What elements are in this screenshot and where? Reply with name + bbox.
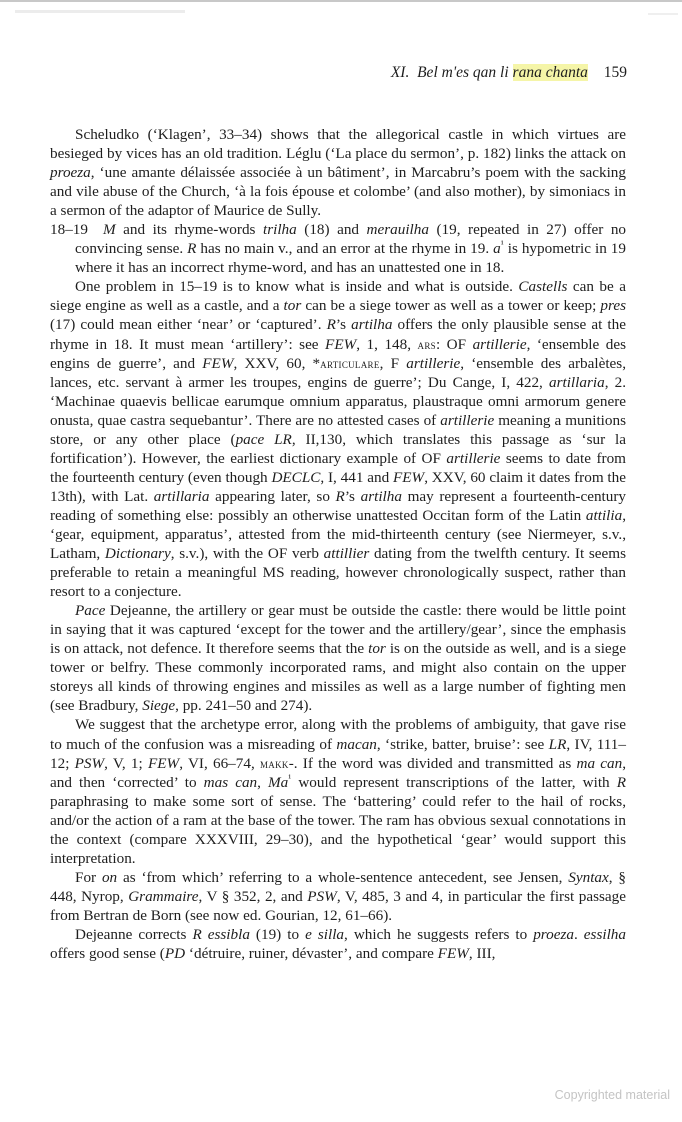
previous-page-remnant — [15, 10, 185, 13]
italic-term: M — [103, 221, 116, 239]
text-run: offers the only plausible sense at the rhyme in 18. It must mean ‘artillery’: see — [50, 316, 626, 353]
italic-term: artillerie — [406, 354, 461, 372]
text-run: , IV, 111–12; — [50, 735, 626, 772]
italic-term: Castells — [518, 278, 568, 296]
small-caps-term: ars — [417, 336, 436, 352]
text-run: , VI, 66–74, — [179, 754, 260, 772]
text-run: offers good sense ( — [50, 945, 165, 963]
italic-term: tor — [368, 640, 386, 658]
text-run: (19) to — [249, 925, 306, 943]
text-run: can be a siege tower as well as a tower or keep; — [301, 297, 601, 315]
text-run: -. If the word was divided and transmitted as — [288, 754, 577, 772]
paragraph — [50, 925, 626, 963]
text-run: , — [257, 773, 269, 791]
italic-term: R — [187, 240, 197, 258]
italic-term: merauilha — [366, 221, 429, 239]
text-run: , I, 441 and — [320, 468, 393, 486]
text-run: , ‘gear, equipment, apparatus’, attested from the mid-thirteenth century (see Niermeyer, s.v., Latham, — [50, 506, 626, 563]
text-run: Scheludko (‘Klagen’, 33–34) shows that the allegorical castle in which virtues are besieged by vices has an old tradition. Léglu (‘La place du sermon’, p. 182) links the attack on — [50, 126, 626, 163]
text-run: . — [573, 925, 584, 943]
text-run: , V, 1; — [104, 754, 148, 772]
text-run: One problem in 15–19 is to know what is inside and what is outside. — [75, 278, 519, 296]
text-run: paraphrasing to make some sort of sense. The ‘battering’ could refer to the hail of rocks, and/or the action of a ram at the base of the tower. The ram has obvious sexual connotations in the context (compare XXXVIII, 29–30), and the hypothetical ‘gear’ would support this interpretation. — [50, 792, 626, 867]
running-head — [391, 63, 627, 82]
line-note — [50, 220, 626, 277]
paragraph — [50, 868, 626, 925]
italic-term: artillerie — [472, 335, 527, 353]
text-run: , XXV, 60, * — [233, 354, 321, 372]
text-run: would represent transcriptions of the latter, with — [291, 773, 617, 791]
superscript: ¹ — [500, 239, 504, 251]
italic-term: proeza — [50, 164, 91, 182]
italic-term: artilha — [351, 316, 393, 334]
italic-term: essilha — [583, 925, 626, 943]
text-run: : OF — [435, 335, 473, 353]
text-run: For — [75, 868, 102, 886]
text-run: , ‘strike, batter, bruise’: see — [376, 735, 549, 753]
paragraph — [50, 277, 626, 601]
italic-term: LR — [548, 735, 567, 753]
italic-term: FEW — [147, 754, 180, 772]
italic-term: artillaria — [548, 373, 605, 391]
text-run: dating from the twelfth century. It seems preferable to retain a meaningful MS reading, however chronologically suspect, rather than resort to a conjecture. — [50, 545, 626, 601]
paragraph — [50, 125, 626, 220]
text-run: is on the outside as well, and is a siege tower or belfry. These commonly incorporated rams, and might also contain on the upper storeys all kinds of throwing engines and missiles as well as a large number of fighting men (see Bradbury, — [50, 640, 626, 715]
text-run: ’s — [344, 487, 361, 505]
italic-term: e silla — [305, 925, 345, 943]
text-run: , pp. 241–50 and 274). — [175, 697, 313, 715]
text-run: , which he suggests refers to — [344, 925, 534, 943]
italic-term: Pace — [75, 602, 106, 620]
commentary-text — [50, 125, 626, 963]
italic-term: Siege — [142, 697, 176, 715]
text-run: , ‘une amante délaissée associée à un bâtiment’, in Marcabru’s poem with the sacking and vile abuse of the Church, ‘à la fois épouse et colombe’ (and also mother), by simoniacs in a sermon of the adaptor of Maurice de Sully. — [50, 164, 626, 220]
italic-term: a — [493, 240, 501, 258]
italic-term: PD — [164, 945, 186, 963]
text-run: , F — [379, 354, 407, 372]
text-run: Dejeanne corrects — [75, 925, 193, 943]
italic-term: ma can — [576, 754, 623, 772]
text-run: appearing later, so — [209, 487, 336, 505]
italic-term: artillerie — [440, 411, 495, 429]
small-caps-term: articulare — [320, 355, 380, 371]
text-run: , 1, 148, — [356, 335, 418, 353]
text-run: has no main v., and an error at the rhyme in 19. — [196, 240, 494, 258]
italic-term: Grammaire — [128, 887, 199, 905]
text-run: , III, — [468, 945, 496, 963]
text-run: , V, 485, 3 and 4, in particular the first passage from Bertran de Born (see now ed. Gourian, 12, 61–66). — [50, 887, 626, 924]
italic-term: R — [326, 316, 336, 334]
text-run: can be a siege engine as well as a castle, and a — [50, 278, 626, 315]
highlighted-title: rana chanta — [512, 64, 588, 81]
text-run: ’s — [335, 316, 352, 334]
italic-term: artillerie — [446, 449, 501, 467]
page-number: 159 — [603, 64, 627, 81]
italic-term: attilia — [585, 506, 623, 524]
italic-term: pace LR — [235, 430, 292, 448]
text-run: (18) and — [296, 221, 367, 239]
text-run: (19, repeated in 27) offer no convincing sense. — [75, 221, 627, 258]
line-reference: 18–19 — [50, 221, 88, 239]
text-run: may represent a fourteenth-century reading of something else: possibly an otherwise unattested Occitan form of the Latin — [50, 487, 627, 524]
text-run: , 2. ‘Machinae quaevis bellicae earumque omnium apparatus, plaustraque omni armorum genere onusta, quae castra sequebantur’. There are no attested cases of — [50, 373, 626, 429]
text-run: as ‘from which’ referring to a whole-sentence antecedent, see Jensen, — [117, 868, 569, 886]
italic-term: FEW — [325, 335, 357, 353]
italic-term: artillaria — [153, 487, 210, 505]
italic-term: R essibla — [192, 925, 250, 943]
paragraph — [50, 601, 626, 715]
text-run: , II,130, which translates this passage as ‘sur la fortification’). However, the earliest dictionary example of OF — [50, 430, 626, 467]
previous-page-remnant — [648, 13, 678, 15]
chapter-number: XI. — [390, 64, 410, 81]
chapter-title: Bel m'es qan li — [417, 64, 509, 81]
superscript: ¹ — [288, 772, 292, 784]
text-run: Dejeanne, the artillery or gear must be outside the castle: there would be little point in saying that it was captured ‘except for the tower and the artillery/gear’, since the emphasis is on attack, not defence. It therefore seems that the — [50, 602, 626, 658]
italic-term: attillier — [323, 545, 370, 563]
text-run: , ‘ensemble des engins de guerre’, and — [50, 335, 627, 372]
text-run: , s.v.), with the OF verb — [170, 545, 324, 563]
text-run: and its rhyme-words — [115, 221, 263, 239]
text-run: , V § 352, 2, and — [198, 887, 308, 905]
text-run: , ‘ensemble des arbalètes, lances, etc. servant à armer les troupes, engins de guerre’; Du Cange, I, 422, — [50, 354, 626, 391]
italic-term: artilha — [360, 487, 402, 505]
italic-term: FEW — [202, 354, 234, 372]
italic-term: R — [335, 487, 345, 505]
italic-term: R — [616, 773, 627, 791]
italic-term: macan — [336, 735, 377, 753]
viewer-top-border — [0, 0, 682, 2]
text-run: meaning a munitions store, or any other place ( — [50, 411, 626, 448]
italic-term: Dictionary — [104, 545, 171, 563]
italic-term: pres — [600, 297, 627, 315]
text-run: ‘détruire, ruiner, dévaster’, and compare — [185, 945, 438, 963]
small-caps-term: makk — [259, 755, 289, 771]
italic-term: mas can — [203, 773, 258, 791]
italic-term: FEW — [392, 468, 425, 486]
text-run: , XXV, 60 claim it dates from the 13th), with Lat. — [50, 468, 626, 505]
text-run: , and then ‘corrected’ to — [50, 754, 626, 791]
paragraph — [50, 715, 626, 867]
text-run: We suggest that the archetype error, along with the problems of ambiguity, that gave rise to much of the confusion was a misreading of — [50, 716, 626, 753]
italic-term: DECLC — [271, 468, 321, 486]
italic-term: Ma — [268, 773, 289, 791]
italic-term: PSW — [74, 754, 105, 772]
text-run: , § 448, Nyrop, — [50, 868, 627, 905]
italic-term: proeza — [533, 925, 574, 943]
italic-term: trilha — [262, 221, 297, 239]
italic-term: Syntax — [568, 868, 609, 886]
text-run: (17) could mean either ‘near’ or ‘captured’. — [50, 316, 327, 334]
text-run: seems to date from the fourteenth century (even though — [50, 449, 626, 486]
copyright-watermark: Copyrighted material — [554, 1088, 670, 1102]
italic-term: on — [101, 868, 118, 886]
text-run: is hypometric in 19 where it has an incorrect rhyme-word, and has an unattested one in 18. — [75, 240, 626, 277]
italic-term: PSW — [307, 887, 337, 905]
italic-term: tor — [283, 297, 302, 315]
italic-term: FEW — [437, 945, 469, 963]
